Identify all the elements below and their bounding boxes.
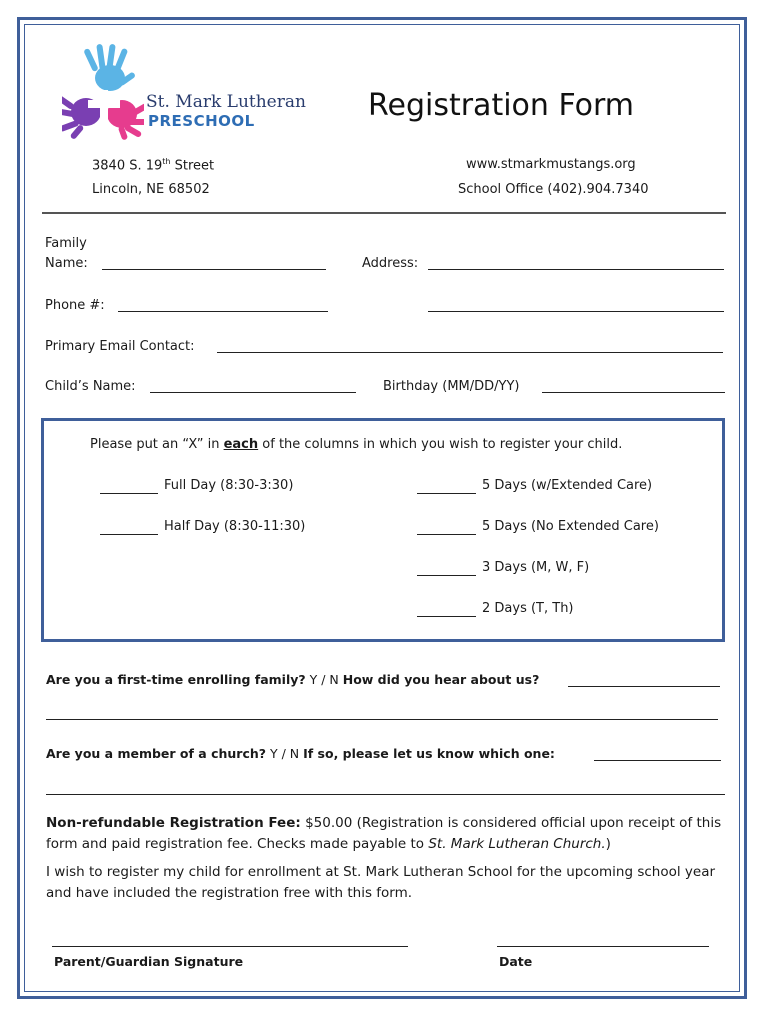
option-half-day: Half Day (8:30-11:30): [164, 519, 306, 534]
blue-hand-icon: [83, 44, 136, 91]
option-three-days: 3 Days (M, W, F): [482, 560, 590, 575]
parent-signature-field[interactable]: [52, 946, 408, 947]
logo-subtitle: PRESCHOOL: [148, 112, 255, 130]
family-name-label-2: Name:: [45, 256, 88, 271]
page-title: Registration Form: [368, 88, 635, 123]
school-website[interactable]: www.stmarkmustangs.org: [466, 157, 636, 172]
option-five-days-no-extended: 5 Days (No Extended Care): [482, 519, 659, 534]
parent-signature-label: Parent/Guardian Signature: [54, 954, 244, 969]
option-full-day: Full Day (8:30-3:30): [164, 478, 294, 493]
school-city: Lincoln, NE 68502: [92, 182, 210, 197]
birthday-label: Birthday (MM/DD/YY): [383, 379, 520, 394]
family-name-field[interactable]: [102, 269, 326, 270]
five-days-no-extended-blank[interactable]: [417, 534, 476, 535]
two-days-blank[interactable]: [417, 616, 476, 617]
option-two-days: 2 Days (T, Th): [482, 601, 574, 616]
address-label: Address:: [362, 256, 419, 271]
five-days-extended-blank[interactable]: [417, 493, 476, 494]
child-name-label: Child’s Name:: [45, 379, 136, 394]
phone-label: Phone #:: [45, 298, 105, 313]
family-name-label-1: Family: [45, 236, 87, 251]
logo-name: St. Mark Lutheran: [146, 92, 306, 112]
date-label: Date: [499, 954, 533, 969]
church-field-line-2[interactable]: [46, 794, 725, 795]
handprint-cross-logo: [62, 44, 144, 140]
date-field[interactable]: [497, 946, 709, 947]
phone-field[interactable]: [118, 311, 328, 312]
school-street: 3840 S. 19th Street: [92, 157, 215, 174]
church-field[interactable]: [594, 760, 721, 761]
registration-instruction: Please put an “X” in each of the columns in which you wish to register your child.: [90, 437, 623, 452]
email-label: Primary Email Contact:: [45, 339, 195, 354]
email-field[interactable]: [217, 352, 723, 353]
church-question: Are you a member of a church? Y / N If so, please let us know which one:: [46, 746, 555, 761]
school-phone: School Office (402).904.7340: [458, 182, 649, 197]
first-time-question: Are you a first-time enrolling family? Y / N How did you hear about us?: [46, 672, 540, 687]
consent-text: I wish to register my child for enrollment at St. Mark Lutheran School for the upcoming school year and have included the registration free with this form.: [46, 864, 716, 901]
hear-about-field[interactable]: [568, 686, 720, 687]
half-day-blank[interactable]: [100, 534, 158, 535]
hear-about-field-line-2[interactable]: [46, 719, 718, 720]
birthday-field[interactable]: [542, 392, 725, 393]
child-name-field[interactable]: [150, 392, 356, 393]
registration-fee-text: Non-refundable Registration Fee: $50.00 (Registration is considered official upon receipt of this form and paid registration fee. Checks made payable to St. Mark Lutheran Church.): [46, 815, 722, 852]
address-field-line-2[interactable]: [428, 311, 724, 312]
full-day-blank[interactable]: [100, 493, 158, 494]
option-five-days-extended: 5 Days (w/Extended Care): [482, 478, 653, 493]
header-divider: [42, 212, 726, 214]
three-days-blank[interactable]: [417, 575, 476, 576]
address-field[interactable]: [428, 269, 724, 270]
